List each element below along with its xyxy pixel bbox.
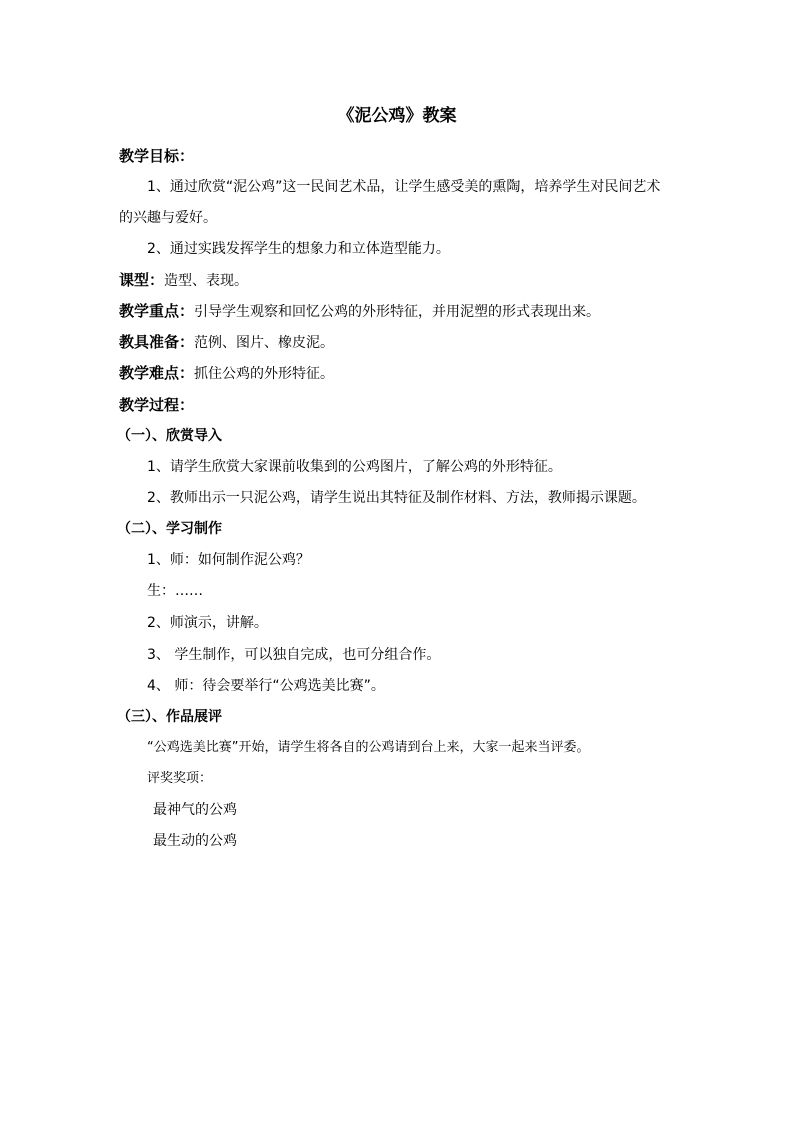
section-1-item-1: 1、请学生欣赏大家课前收集到的公鸡图片，了解公鸡的外形特征。 <box>147 459 562 475</box>
section-3-heading: （三）、作品展评 <box>117 709 222 725</box>
section-1-heading: （一）、欣赏导入 <box>117 428 222 444</box>
materials-label: 教具准备： <box>119 333 195 351</box>
document-title: 《泥公鸡》教案 <box>337 106 457 126</box>
objective-item-2: 2、通过实践发挥学生的想象力和立体造型能力。 <box>147 241 450 257</box>
difficulties-value: 抓住公鸡的外形特征。 <box>194 366 335 382</box>
section-2-item-1-reply: 生：…… <box>147 583 203 599</box>
section-2-item-2: 2、师演示，讲解。 <box>147 615 268 631</box>
key-points-value: 引导学生观察和回忆公鸡的外形特征，并用泥塑的形式表现出来。 <box>194 304 601 320</box>
section-2-item-4: 4、 师：待会要举行“公鸡选美比赛”。 <box>147 678 385 694</box>
section-2-heading: （二）、学习制作 <box>117 521 222 537</box>
materials-value: 范例、图片、橡皮泥。 <box>194 335 335 351</box>
lesson-type-label: 课型： <box>119 271 165 289</box>
section-1-item-2: 2、教师出示一只泥公鸡，请学生说出其特征及制作材料、方法，教师揭示课题。 <box>147 490 646 506</box>
materials <box>119 332 699 353</box>
process-heading: 教学过程： <box>119 396 195 414</box>
key-points-label: 教学重点： <box>119 302 195 320</box>
section-3-intro: “公鸡选美比赛”开始，请学生将各自的公鸡请到台上来，大家一起来当评委。 <box>147 740 590 755</box>
awards-label: 评奖奖项： <box>147 771 213 786</box>
key-points <box>119 301 699 322</box>
lesson-type <box>119 270 699 291</box>
difficulties-label: 教学难点： <box>119 364 195 382</box>
objectives-heading: 教学目标： <box>119 147 195 165</box>
lesson-type-value: 造型、表现。 <box>164 273 249 289</box>
section-2-item-3: 3、 学生制作，可以独自完成，也可分组合作。 <box>147 647 441 663</box>
award-item-1: 最神气的公鸡 <box>153 802 237 818</box>
award-item-2: 最生动的公鸡 <box>153 833 237 849</box>
objective-item-1: 1、通过欣赏“泥公鸡”这一民间艺术品，让学生感受美的熏陶，培养学生对民间艺术 <box>147 179 661 195</box>
objective-item-1-continued: 的兴趣与爱好。 <box>119 210 217 226</box>
difficulties <box>119 363 699 384</box>
section-2-item-1: 1、师：如何制作泥公鸡？ <box>147 552 310 568</box>
